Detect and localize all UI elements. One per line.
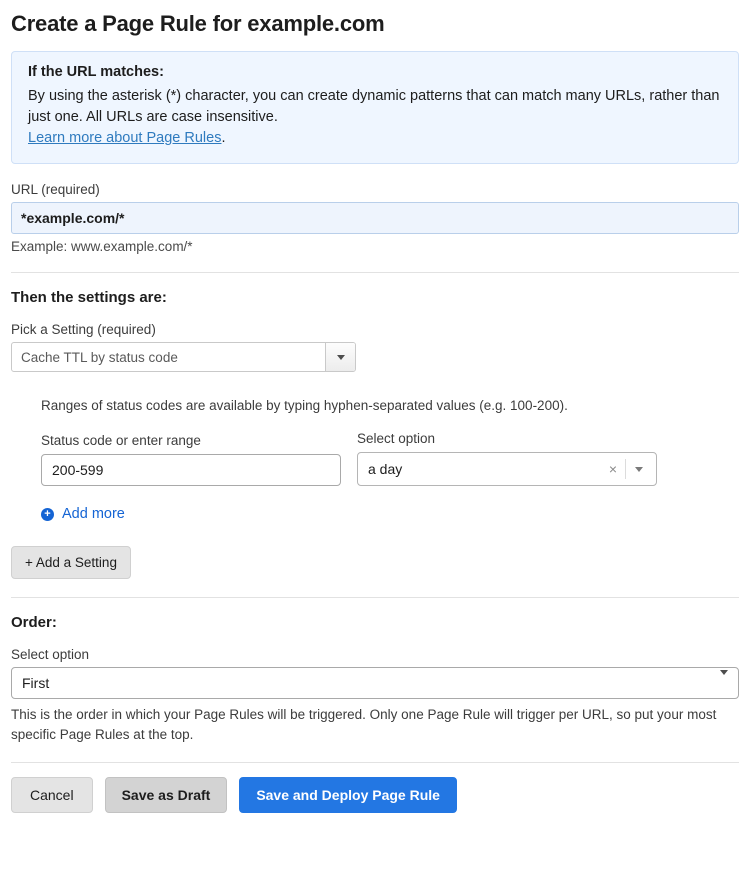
chevron-down-icon[interactable] <box>720 675 728 691</box>
add-more-label: Add more <box>62 506 125 523</box>
pick-setting-value: Cache TTL by status code <box>21 349 178 365</box>
status-code-label: Status code or enter range <box>41 433 201 449</box>
add-a-setting-button[interactable]: + Add a Setting <box>11 546 131 579</box>
url-hint: Example: www.example.com/* <box>11 239 193 255</box>
order-select[interactable] <box>11 667 739 699</box>
status-range-note: Ranges of status codes are available by typing hyphen-separated values (e.g. 100-200). <box>41 398 568 414</box>
chevron-down-icon[interactable] <box>626 467 652 472</box>
add-setting-wrap <box>11 546 739 579</box>
ttl-option-select[interactable] <box>357 452 657 486</box>
plus-circle-icon: + <box>41 508 54 521</box>
divider-footer <box>11 762 739 763</box>
form-footer <box>11 777 739 829</box>
cancel-button[interactable]: Cancel <box>11 777 93 813</box>
status-option-row <box>41 431 739 486</box>
page-rule-form <box>0 11 750 873</box>
ttl-option-label: Select option <box>357 431 436 447</box>
order-select-label: Select option <box>11 647 90 663</box>
url-match-callout <box>11 51 739 164</box>
order-select-value: First <box>22 675 50 692</box>
page-title: Create a Page Rule for example.com <box>11 11 385 36</box>
save-as-draft-button[interactable]: Save as Draft <box>105 777 228 813</box>
cache-ttl-settings-block <box>41 398 739 522</box>
url-field-label: URL (required) <box>11 182 100 198</box>
divider-settings <box>11 272 739 273</box>
pick-setting-label: Pick a Setting (required) <box>11 322 156 338</box>
status-code-field <box>41 433 341 486</box>
chevron-down-icon[interactable] <box>325 343 355 371</box>
order-hint: This is the order in which your Page Rules will be triggered. Only one Page Rule will trigger per URL, so put your most specific Page Rules at the top. <box>11 707 717 742</box>
callout-link-suffix: . <box>221 130 226 147</box>
pick-setting-select[interactable] <box>11 342 356 372</box>
ttl-option-value: a day <box>368 461 403 478</box>
clear-icon[interactable]: × <box>608 461 617 478</box>
status-code-input[interactable] <box>41 454 341 486</box>
save-and-deploy-button[interactable]: Save and Deploy Page Rule <box>239 777 457 813</box>
order-section-title: Order: <box>11 614 57 632</box>
learn-more-link[interactable]: Learn more about Page Rules <box>28 130 222 147</box>
add-more-button[interactable] <box>41 506 125 522</box>
ttl-option-field <box>357 431 657 486</box>
callout-body <box>28 86 722 149</box>
url-input[interactable] <box>11 202 739 234</box>
divider-order <box>11 597 739 598</box>
callout-title: If the URL matches: <box>28 64 164 80</box>
settings-section-title: Then the settings are: <box>11 289 167 307</box>
callout-text: By using the asterisk (*) character, you can create dynamic patterns that can match many URLs, rather than just one. All URLs are case insensitive. <box>28 88 720 126</box>
